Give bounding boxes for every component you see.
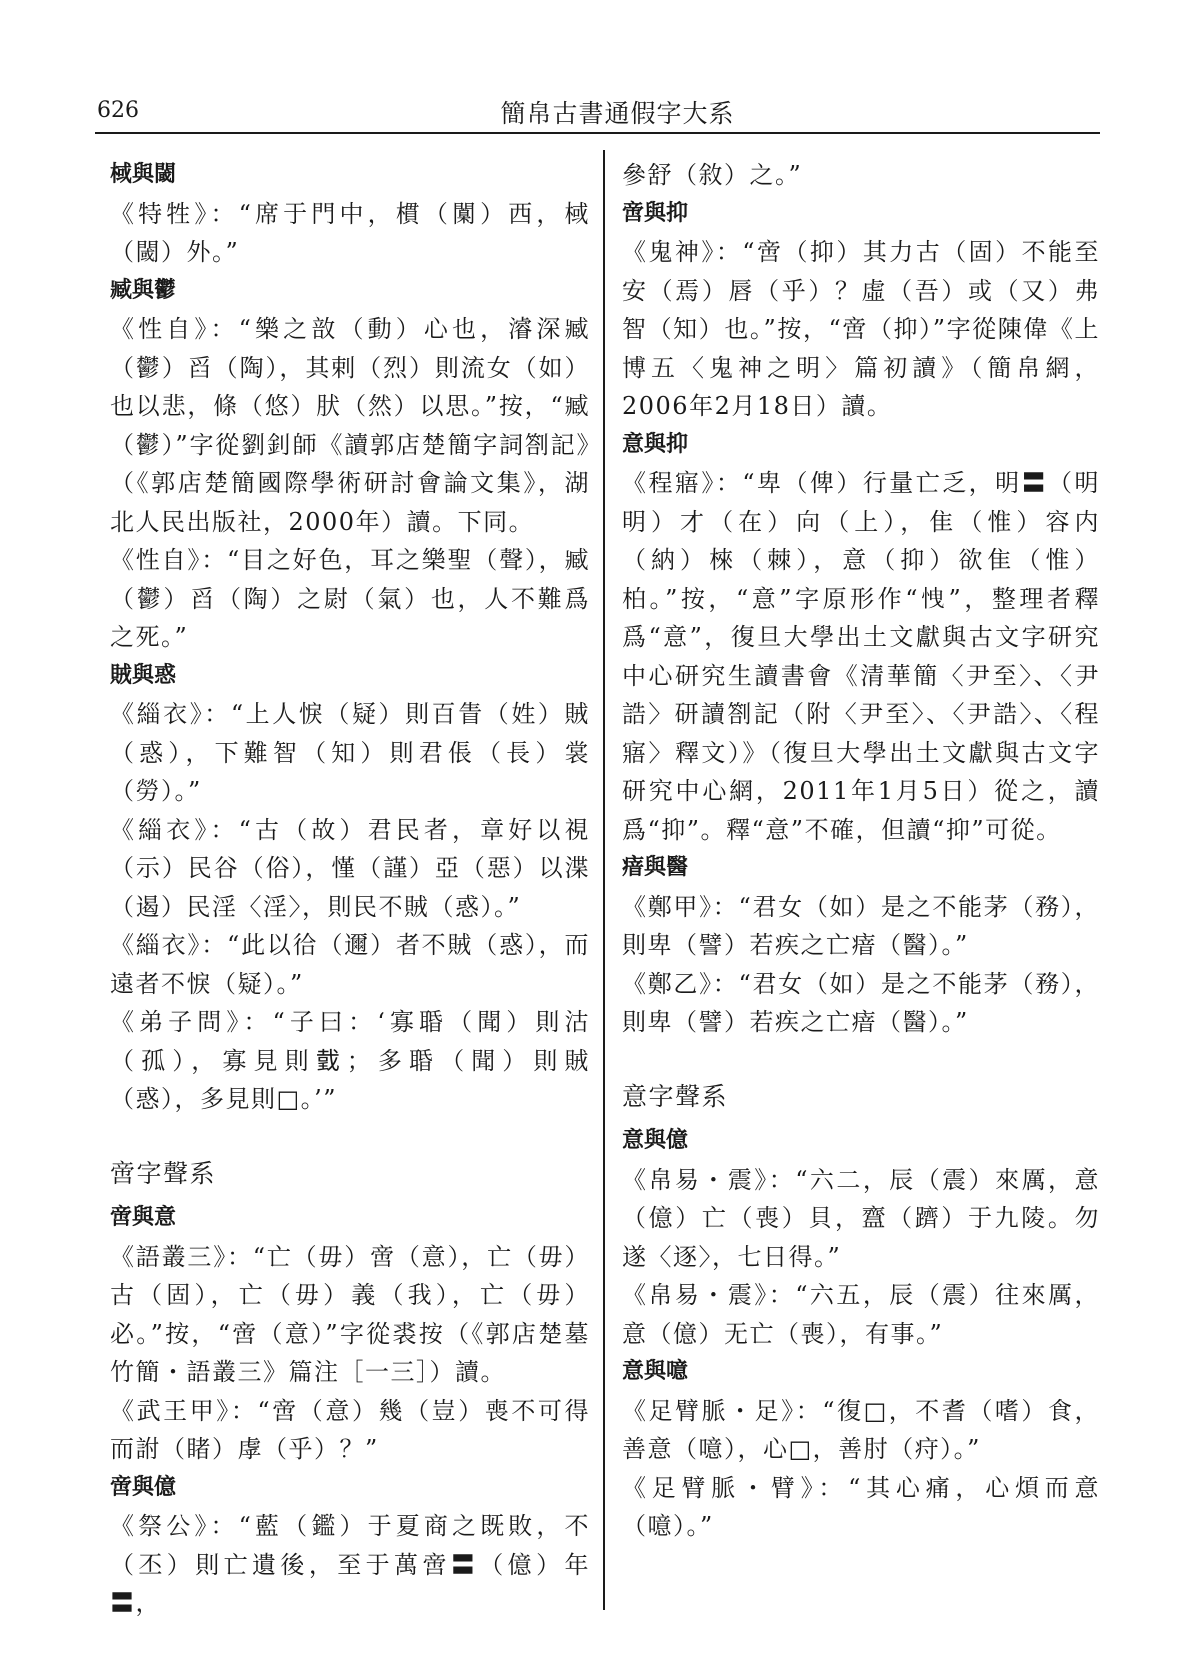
entry-heading: 臧與鬱 <box>110 277 177 303</box>
entry-heading: 意與抑 <box>622 431 689 457</box>
quotation-paragraph: 《性自》：“目之好色，耳之樂聖（聲），臧（鬱）舀（陶）之㷉（氣）也，人不難爲之死。” <box>110 546 590 651</box>
quotation-paragraph: 《帛易・震》：“六二，辰（震）來厲，意（億）亡（喪）貝，齍（躋）于九陵。勿遂〈逐〉，七日得。” <box>622 1165 1100 1271</box>
quotation-paragraph: 《程寤》：“卑（俾）行量亡乏，明〓（明明）才（在）向（上），隹（惟）容内（納）棶（棘），意（抑）欲隹（惟）柏。”按，“意”字原形作“𢘽”，整理者釋爲“意”，復旦大學出土文獻與古文字研究中心研究生讀書會《清華簡〈尹至〉、〈尹誥〉研讀劄記（附〈尹至〉、〈尹誥〉、〈程寤〉釋文）》（復旦大學出土文獻與古文字研究中心網，2011年1月5日）從之，讀爲“抑”。釋“意”不確，但讀“抑”可從。 <box>622 469 1100 844</box>
right-column <box>622 156 1100 1546</box>
quotation-paragraph: 《鄭乙》：“君女（如）是之不能茅（務），則卑（譬）若疾之亡瘖（醫）。” <box>622 969 1100 1036</box>
entry-heading: 棫與閾 <box>110 162 177 187</box>
section-heading: 啻字聲系 <box>110 1158 217 1188</box>
quotation-paragraph: 《緇衣》：“古（故）君民者，章好以視（示）民谷（俗），慬（謹）亞（惡）以渫（遏）民淫〈淫〉，則民不賊（惑）。” <box>110 815 590 921</box>
quotation-paragraph: 《特牲》：“席于門中，樌（闑）西，棫（閾）外。” <box>110 199 590 266</box>
page-number: 626 <box>97 98 139 123</box>
entry-heading: 意與億 <box>622 1128 689 1153</box>
quotation-paragraph: 《鄭甲》：“君女（如）是之不能茅（務），則卑（譬）若疾之亡瘖（醫）。” <box>622 892 1100 959</box>
entry-heading: 啻與億 <box>110 1474 177 1500</box>
quotation-paragraph: 《鬼神》：“啻（抑）其力古（固）不能至安（焉）唇（乎）？虛（吾）或（又）弗智（知）也。”按，“啻（抑）”字從陳偉《上博五〈鬼神之明〉篇初讀》（簡帛網，2006年2月18日）讀。 <box>622 238 1100 420</box>
entry-heading: 啻與抑 <box>622 200 689 226</box>
section-heading: 意字聲系 <box>622 1081 729 1111</box>
quotation-paragraph: 《弟子問》：“子曰：‘寡䎽（聞）則沽（孤），寡見則𢧜；多䎽（聞）則賊（惑），多見則□。’” <box>110 1008 590 1113</box>
quotation-paragraph: 《緇衣》：“此以㣛（邇）者不賊（惑），而遠者不悷（疑）。” <box>110 931 590 998</box>
column-divider <box>603 150 605 1610</box>
entry-heading: 啻與意 <box>110 1205 177 1230</box>
quotation-paragraph: 參舒（敘）之。” <box>622 161 803 189</box>
quotation-paragraph: 《帛易・震》：“六五，辰（震）往來厲，意（億）无亡（喪），有事。” <box>622 1281 1100 1348</box>
entry-heading: 意與噫 <box>622 1359 689 1384</box>
page-header <box>95 90 1100 134</box>
quotation-paragraph: 《緇衣》：“上人悷（疑）則百眚（姓）賊（惑），下難智（知）則君倀（長）裳（勞）。” <box>110 700 590 805</box>
quotation-paragraph: 《足臂脈・足》：“復□，不耆（嗜）食，善意（噫），心□，善肘（疛）。” <box>622 1396 1100 1463</box>
quotation-paragraph: 《語叢三》：“亡（毋）啻（意），亡（毋）古（固），亡（毋）義（我），亡（毋）必。”按，“啻（意）”字從裘按（《郭店楚墓竹簡・語叢三》篇注［一三］）讀。 <box>110 1242 590 1386</box>
quotation-paragraph: 《祭公》：“藍（鑑）于夏商之既敗，不（丕）則亡遺後，至于萬啻〓（億）年〓， <box>110 1512 590 1617</box>
entry-heading: 瘖與醫 <box>622 855 689 880</box>
entry-heading: 賊與惑 <box>110 662 177 688</box>
quotation-paragraph: 《性自》：“樂之敨（動）心也，濬深臧（鬱）舀（陶），其剌（烈）則流女（如）也以悲，條（悠）肰（然）以思。”按，“臧（鬱）”字從劉釗師《讀郭店楚簡字詞劄記》（《郭店楚簡國際學術研討會論文集》，湖北人民出版社，2000年）讀。下同。 <box>110 315 590 536</box>
quotation-paragraph: 《足臂脈・臂》：“其心痛，心煩而意（噫）。” <box>622 1473 1100 1540</box>
left-column <box>110 156 590 1623</box>
quotation-paragraph: 《武王甲》：“啻（意）幾（豈）喪不可得而詂（睹）虖（乎）？” <box>110 1396 590 1463</box>
running-title: 簡帛古書通假字大系 <box>500 99 735 128</box>
